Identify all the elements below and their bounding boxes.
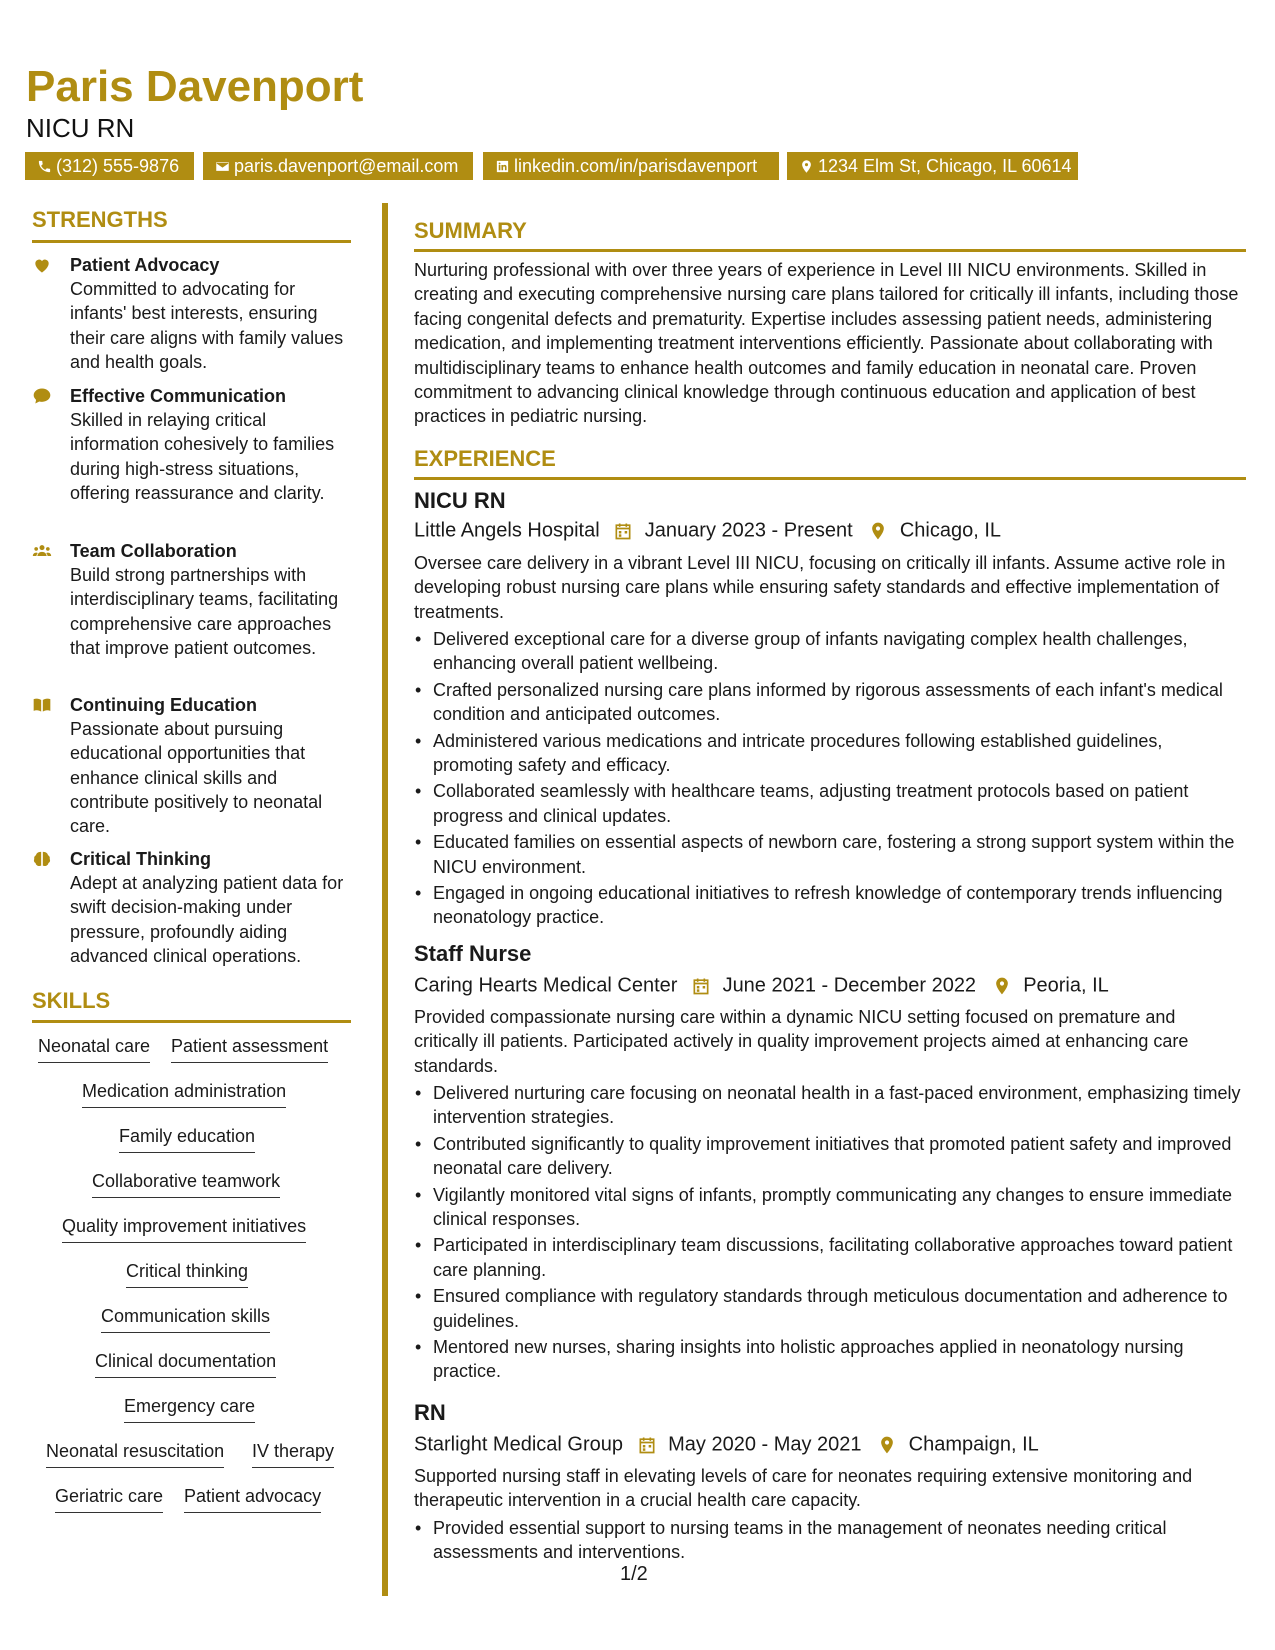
envelope-icon bbox=[215, 159, 230, 174]
skill-tag: Medication administration bbox=[82, 1079, 286, 1108]
strength-title: Continuing Education bbox=[70, 695, 257, 715]
contact-email-text: paris.davenport@email.com bbox=[234, 156, 459, 176]
job-dates: May 2020 - May 2021 bbox=[668, 1433, 862, 1456]
job-description: Supported nursing staff in elevating levels of care for neonates requiring extensive monitoring and therapeutic intervention in a crucial health care capacity. bbox=[414, 1466, 1193, 1511]
candidate-name: Paris Davenport bbox=[26, 62, 364, 111]
list-item: • Contributed significantly to quality improvement initiatives that promoted patient safety and improved neonatal care delivery. bbox=[414, 1132, 1246, 1181]
job-company: Caring Hearts Medical Center bbox=[414, 974, 678, 997]
experience-rule bbox=[414, 477, 1246, 480]
strength-desc: Passionate about pursuing educational opportunities that enhance clinical skills and contribute positively to neonatal care. bbox=[70, 719, 323, 837]
skill-tag: Patient advocacy bbox=[184, 1484, 321, 1513]
job-meta bbox=[414, 1430, 1039, 1459]
summary-heading: SUMMARY bbox=[414, 218, 527, 243]
skill-tag: IV therapy bbox=[252, 1439, 334, 1468]
list-item: • Educated families on essential aspects of newborn care, fostering a strong support system within the NICU environment. bbox=[414, 830, 1246, 879]
skill-tag: Clinical documentation bbox=[95, 1349, 276, 1378]
contact-address[interactable] bbox=[787, 152, 1078, 180]
job-description: Provided compassionate nursing care within a dynamic NICU setting focused on premature and critically ill patients. Participated actively in quality improvement projects aimed at enhancing care standards. bbox=[414, 1007, 1189, 1076]
job-company: Starlight Medical Group bbox=[414, 1433, 623, 1456]
list-item: • Engaged in ongoing educational initiatives to refresh knowledge of contemporary trends influencing neonatology practice. bbox=[414, 881, 1246, 930]
contact-email[interactable] bbox=[203, 152, 473, 180]
list-item: • Ensured compliance with regulatory standards through meticulous documentation and adherence to guidelines. bbox=[414, 1284, 1246, 1333]
contact-linkedin-text: linkedin.com/in/parisdavenport bbox=[514, 156, 758, 176]
skill-tag: Quality improvement initiatives bbox=[62, 1214, 306, 1243]
job-bullets bbox=[414, 1081, 1246, 1386]
candidate-role: NICU RN bbox=[26, 113, 135, 143]
list-item: • Crafted personalized nursing care plans informed by rigorous assessments of each infant's medical condition and anticipated outcomes. bbox=[414, 678, 1246, 727]
contact-address-text: 1234 Elm St, Chicago, IL 60614 bbox=[818, 156, 1072, 176]
location-pin-icon bbox=[877, 1435, 897, 1455]
strength-title: Effective Communication bbox=[70, 386, 287, 406]
column-divider bbox=[382, 203, 388, 1596]
strength-title: Team Collaboration bbox=[70, 541, 237, 561]
page-number: 1/2 bbox=[620, 1563, 648, 1585]
skill-tag: Critical thinking bbox=[126, 1259, 248, 1288]
job-title: RN bbox=[414, 1400, 446, 1425]
job-dates: June 2021 - December 2022 bbox=[722, 974, 977, 997]
skill-tag: Neonatal resuscitation bbox=[46, 1439, 224, 1468]
job-title: NICU RN bbox=[414, 488, 506, 513]
contact-phone[interactable] bbox=[25, 152, 194, 180]
contact-phone-text: (312) 555-9876 bbox=[56, 156, 180, 176]
skill-tag: Collaborative teamwork bbox=[92, 1169, 280, 1198]
list-item: • Delivered nurturing care focusing on neonatal health in a fast-paced environment, emphasizing timely intervention strategies. bbox=[414, 1081, 1246, 1130]
heart-icon bbox=[32, 255, 54, 275]
skill-tag: Patient assessment bbox=[171, 1034, 328, 1063]
list-item: • Provided essential support to nursing teams in the management of neonates needing critical assessments and interventions. bbox=[414, 1516, 1246, 1565]
summary-rule bbox=[414, 249, 1246, 252]
skills-rule bbox=[32, 1020, 351, 1023]
linkedin-icon bbox=[495, 159, 510, 174]
brain-icon bbox=[32, 849, 54, 869]
skill-tag: Emergency care bbox=[124, 1394, 255, 1423]
strength-desc: Adept at analyzing patient data for swift decision-making under pressure, profoundly aiding advanced clinical operations. bbox=[70, 873, 344, 966]
list-item: • Collaborated seamlessly with healthcare teams, adjusting treatment protocols based on patient progress and clinical updates. bbox=[414, 779, 1246, 828]
skill-tag: Geriatric care bbox=[55, 1484, 163, 1513]
location-pin-icon bbox=[992, 976, 1012, 996]
strength-title: Critical Thinking bbox=[70, 849, 212, 869]
summary-text: Nurturing professional with over three years of experience in Level III NICU environments. Skilled in creating and executing comprehensive nursing care plans tailored for critically ill infants, including those facing congenital defects and prematurity. Expertise includes assessing patient needs, administering medication, and implementing treatment interventions efficiently. Passionate about collaborating with multidisciplinary teams to enhance health outcomes and family education in neonatal care. Proven commitment to advancing clinical knowledge through continuous education and application of best practices in pediatric nursing. bbox=[414, 260, 1239, 427]
phone-icon bbox=[37, 159, 52, 174]
skill-tag: Communication skills bbox=[101, 1304, 270, 1333]
job-meta bbox=[414, 516, 1001, 545]
skills-heading: SKILLS bbox=[32, 988, 111, 1013]
speech-bubble-icon bbox=[32, 386, 54, 406]
job-location: Peoria, IL bbox=[1023, 974, 1109, 997]
calendar-icon bbox=[613, 521, 633, 541]
job-description: Oversee care delivery in a vibrant Level III NICU, focusing on critically ill infants. Assume active role in developing robust nursing care plans while ensuring safety standards and effective implementation of treatments. bbox=[414, 553, 1226, 622]
experience-heading: EXPERIENCE bbox=[414, 446, 556, 471]
skill-tag: Family education bbox=[119, 1124, 255, 1153]
users-icon bbox=[32, 541, 54, 561]
job-bullets bbox=[414, 1516, 1246, 1567]
job-location: Chicago, IL bbox=[899, 519, 1001, 542]
job-location: Champaign, IL bbox=[908, 1433, 1039, 1456]
location-pin-icon bbox=[868, 521, 888, 541]
strength-desc: Skilled in relaying critical information cohesively to families during high-stress situations, offering reassurance and clarity. bbox=[70, 410, 335, 503]
strength-title: Patient Advocacy bbox=[70, 255, 220, 275]
list-item: • Vigilantly monitored vital signs of infants, promptly communicating any changes to ensure immediate clinical responses. bbox=[414, 1183, 1246, 1232]
job-meta bbox=[414, 971, 1109, 1000]
job-dates: January 2023 - Present bbox=[644, 519, 853, 542]
strengths-heading: STRENGTHS bbox=[32, 207, 168, 232]
calendar-icon bbox=[691, 976, 711, 996]
location-pin-icon bbox=[799, 159, 814, 174]
list-item: • Administered various medications and intricate procedures following established guidelines, promoting safety and efficacy. bbox=[414, 729, 1246, 778]
strengths-rule bbox=[32, 240, 351, 243]
strength-desc: Committed to advocating for infants' best interests, ensuring their care aligns with family values and health goals. bbox=[70, 279, 344, 372]
contact-linkedin[interactable] bbox=[483, 152, 779, 180]
job-title: Staff Nurse bbox=[414, 941, 532, 966]
strength-desc: Build strong partnerships with interdisciplinary teams, facilitating comprehensive care approaches that improve patient outcomes. bbox=[70, 565, 339, 658]
job-company: Little Angels Hospital bbox=[414, 519, 600, 542]
job-bullets bbox=[414, 627, 1246, 932]
skill-tag: Neonatal care bbox=[38, 1034, 150, 1063]
open-book-icon bbox=[32, 695, 54, 715]
list-item: • Mentored new nurses, sharing insights into holistic approaches applied in neonatology nursing practice. bbox=[414, 1335, 1246, 1384]
list-item: • Participated in interdisciplinary team discussions, facilitating collaborative approaches toward patient care planning. bbox=[414, 1233, 1246, 1282]
list-item: • Delivered exceptional care for a diverse group of infants navigating complex health challenges, enhancing overall patient wellbeing. bbox=[414, 627, 1246, 676]
calendar-icon bbox=[637, 1435, 657, 1455]
